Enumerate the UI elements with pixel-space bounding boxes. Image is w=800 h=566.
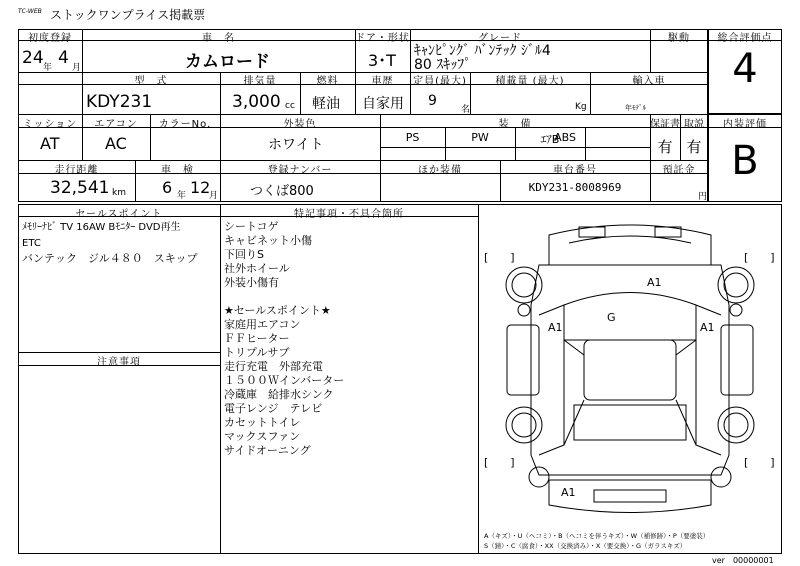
vin: KDY231-8008969 xyxy=(528,181,622,194)
history: 自家用 xyxy=(362,96,404,112)
car-name: カムロード xyxy=(185,52,270,72)
page-title: ストックワンプライス掲載票 xyxy=(50,8,206,22)
equip-ps: PS xyxy=(405,131,420,144)
label-recycle: 預託金 xyxy=(662,165,696,176)
note-line: 下回りS xyxy=(224,248,264,261)
first-reg-year-unit: 年 xyxy=(43,63,53,73)
grade-line2: 80 ｽｷｯﾌﾟ xyxy=(414,57,472,73)
label-model: 型 式 xyxy=(134,76,168,87)
bracket-right-bottom: [ ] xyxy=(744,456,775,469)
model-code: KDY231 xyxy=(86,92,153,112)
load-unit: Kg xyxy=(575,102,587,112)
bracket-right-top: [ ] xyxy=(744,251,775,264)
label-color-no: カラーNo. xyxy=(158,119,212,130)
note-line: 走行充電 外部充電 xyxy=(224,360,323,373)
insp-year-unit: 年 xyxy=(177,191,187,201)
bracket-left-bottom: [ ] xyxy=(484,456,515,469)
grade-line1: ｷｬﾝﾋﾟﾝｸﾞ ﾊﾞﾝﾃｯｸ ｼﾞﾙ4 xyxy=(414,43,551,59)
equip-abs: ABS xyxy=(554,131,576,144)
label-history: 車歴 xyxy=(371,76,394,87)
displacement: 3,000 xyxy=(232,92,281,112)
note-line: トリプルサブ xyxy=(224,346,290,359)
label-manual: 取説 xyxy=(684,119,704,130)
first-reg-month: 4 xyxy=(58,48,69,68)
plate: つくば800 xyxy=(250,184,314,199)
mark-a1-top: A1 xyxy=(647,276,662,289)
equip-pw: PW xyxy=(471,131,489,144)
mileage-unit: km xyxy=(112,188,126,198)
insp-month-unit: 月 xyxy=(209,191,219,201)
label-inspection: 車 検 xyxy=(161,165,194,176)
import-unit: 年ﾓﾃﾞﾙ xyxy=(625,104,646,112)
mark-a1-left: A1 xyxy=(548,321,563,334)
manual: 有 xyxy=(686,138,702,156)
insp-month: 12 xyxy=(190,178,211,197)
label-displacement: 排気量 xyxy=(243,76,277,87)
vehicle-damage-diagram xyxy=(479,205,781,530)
label-drive: 駆動 xyxy=(668,33,690,44)
mileage: 32,541 xyxy=(50,178,110,198)
note-line: ★セールスポイント★ xyxy=(224,304,331,317)
label-mission: ミッション xyxy=(22,119,78,130)
label-interior-score: 内装評価 xyxy=(723,119,767,130)
exterior-color: ホワイト xyxy=(268,137,324,153)
label-warranty: 保証書 xyxy=(650,119,680,130)
note-line: 電子レンジ テレビ xyxy=(224,402,323,415)
note-line: ＦＦヒーター xyxy=(224,332,290,345)
label-import: 輸入車 xyxy=(632,76,666,87)
label-special-notes: 特記事項・不具合箇所 xyxy=(294,209,404,220)
label-total-score: 総合評価点 xyxy=(717,33,773,44)
label-other-equipment: ほか装備 xyxy=(418,165,462,176)
mark-a1-bottom: A1 xyxy=(561,486,576,499)
door-type: 3･T xyxy=(368,51,396,70)
note-line: シートコゲ xyxy=(224,220,279,233)
equip-airbag: ｴｱB xyxy=(540,133,560,146)
label-fuel: 燃料 xyxy=(316,76,339,87)
logo: TC-WEB xyxy=(18,8,42,15)
sales-point-1: ﾒﾓﾘｰﾅﾋﾞ TV 16AW Bﾓﾆﾀｰ DVD再生 xyxy=(22,222,181,233)
note-line: 社外ホイール xyxy=(224,262,290,275)
mission: AT xyxy=(40,134,60,153)
label-aircon: エアコン xyxy=(94,119,138,130)
label-grade: グレード xyxy=(478,33,522,44)
mark-g-center: G xyxy=(607,311,616,324)
label-sales-point: セールスポイント xyxy=(75,209,163,220)
label-door-type: ドア・形状 xyxy=(355,33,410,44)
label-capacity: 定員(最大) xyxy=(413,76,467,87)
note-line: キャビネット小傷 xyxy=(224,234,312,247)
total-score: 4 xyxy=(732,46,758,92)
note-line: マックスファン xyxy=(224,430,301,443)
first-reg-month-unit: 月 xyxy=(72,63,82,73)
sales-point-3: バンテック ジル４８０ スキップ xyxy=(22,252,198,265)
note-line: 家庭用エアコン xyxy=(224,318,301,331)
note-line: サイドオーニング xyxy=(224,444,311,457)
version-label: ver 00000001 xyxy=(712,556,774,565)
label-first-reg: 初度登録 xyxy=(28,33,72,44)
label-exterior-color: 外装色 xyxy=(283,119,317,130)
warranty: 有 xyxy=(657,138,673,156)
label-equipment: 装 備 xyxy=(498,119,532,130)
capacity-unit: 名 xyxy=(461,105,471,115)
label-caution: 注意事項 xyxy=(97,357,141,368)
legend-line2: S（錆）・C（腐食）・XX（交換済み）・X（要交換）・G（ガラスキズ） xyxy=(484,542,687,550)
first-reg-year: 24 xyxy=(22,48,44,68)
insp-year: 6 xyxy=(162,178,173,197)
recycle-unit: 円 xyxy=(698,192,708,202)
fuel: 軽油 xyxy=(312,96,340,112)
note-line: １５００Ｗインバーター xyxy=(224,374,345,387)
note-line: 冷蔵庫 給排水シンク xyxy=(224,388,334,401)
note-line: カセットトイレ xyxy=(224,416,301,429)
mark-a1-right: A1 xyxy=(700,321,715,334)
sales-point-2: ETC xyxy=(22,238,41,249)
displacement-unit: cc xyxy=(285,101,295,111)
note-line: 外装小傷有 xyxy=(224,276,279,289)
legend-line1: A（キズ）・U（ヘコミ）・B（ヘコミを伴うキズ）・W（補修跡）・P（要塗装） xyxy=(484,532,710,540)
interior-score: B xyxy=(731,138,759,184)
label-vin: 車台番号 xyxy=(553,165,597,176)
bracket-left-top: [ ] xyxy=(484,251,515,264)
label-car-name: 車 名 xyxy=(202,33,235,44)
aircon: AC xyxy=(105,134,127,153)
label-load: 積載量 (最大) xyxy=(495,76,565,87)
label-mileage: 走行距離 xyxy=(54,165,99,176)
capacity: 9 xyxy=(428,93,437,109)
special-notes-list xyxy=(224,220,344,458)
label-plate: 登録ナンバー xyxy=(267,165,333,176)
note-line xyxy=(224,290,344,304)
